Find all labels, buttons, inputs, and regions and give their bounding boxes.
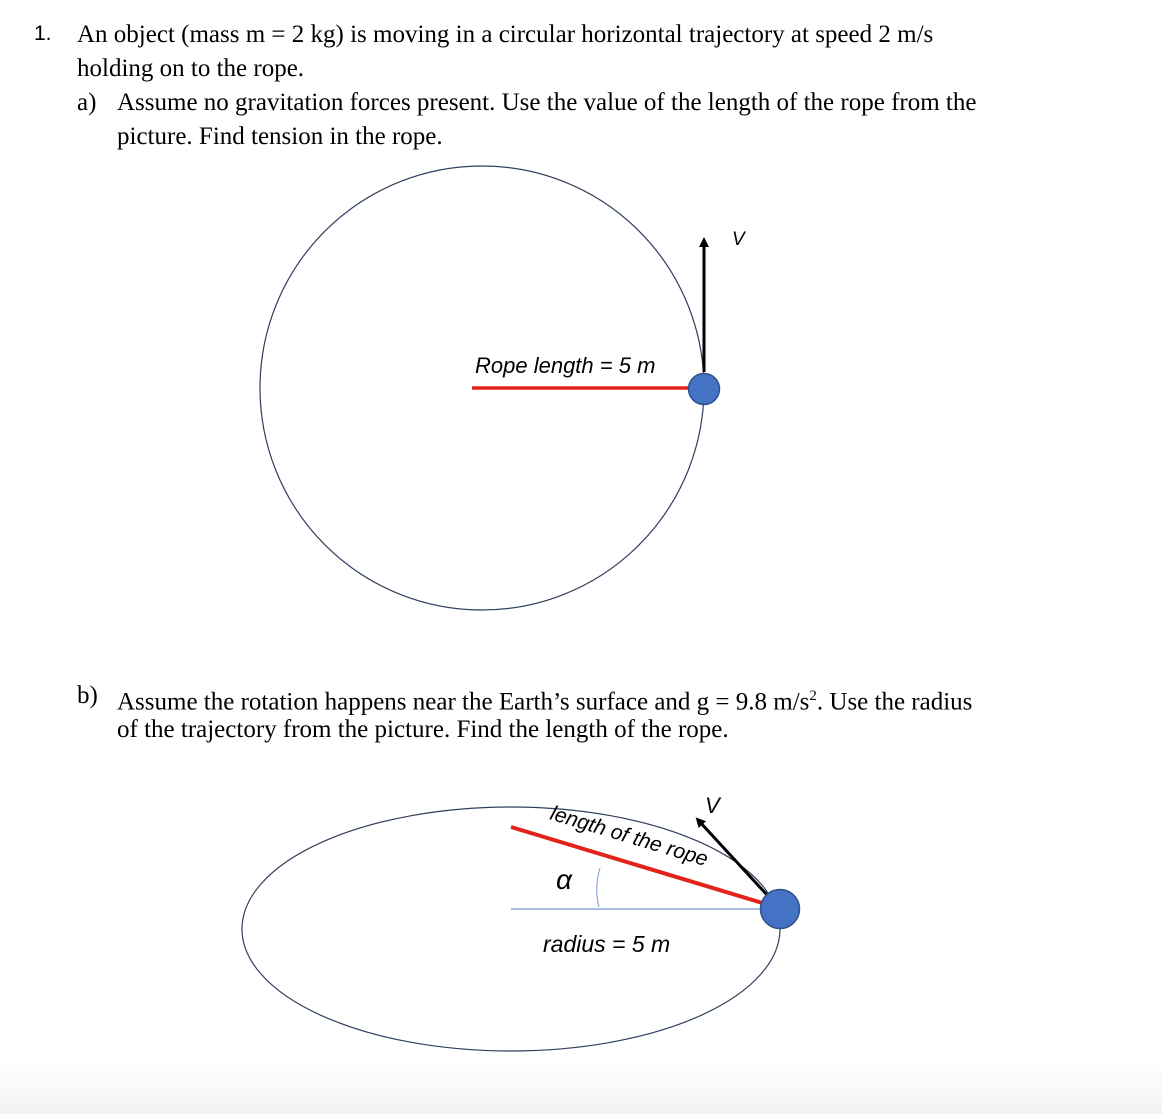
rope-length-label-b: length of the rope <box>547 801 711 872</box>
problem-intro-line-2: holding on to the rope. <box>77 55 305 82</box>
angle-arc <box>597 868 600 907</box>
part-b-marker: b) <box>77 682 98 709</box>
part-b-line-2: of the trajectory from the picture. Find the length of the rope. <box>117 716 729 743</box>
part-a-marker: a) <box>77 89 97 116</box>
velocity-label-a: V <box>732 229 745 250</box>
object-ball-a <box>689 374 720 405</box>
velocity-label-b: V <box>705 793 720 818</box>
figure-a <box>260 166 747 610</box>
angle-alpha-label: α <box>556 864 572 895</box>
problem-intro-line-1: An object (mass m = 2 kg) is moving in a circular horizontal trajectory at speed 2 m/s <box>77 21 934 48</box>
part-b-exponent: 2 <box>809 688 817 704</box>
velocity-arrow-b <box>699 821 768 896</box>
object-ball-b <box>761 890 800 929</box>
rope-length-label: Rope length = 5 m <box>475 353 656 378</box>
part-b-line-1-text: Assume the rotation happens near the Earth’s surface and g = 9.8 m/s <box>117 688 810 716</box>
radius-label: radius = 5 m <box>543 931 671 957</box>
part-a-line-1: Assume no gravitation forces present. Use the value of the length of the rope from the <box>117 89 977 116</box>
figure-b <box>242 793 800 1051</box>
part-a-line-2: picture. Find tension in the rope. <box>117 123 443 150</box>
problem-number: 1. <box>34 22 52 45</box>
elliptical-trajectory <box>242 807 780 1051</box>
part-b-line-1-end: . Use the radius <box>816 688 973 716</box>
